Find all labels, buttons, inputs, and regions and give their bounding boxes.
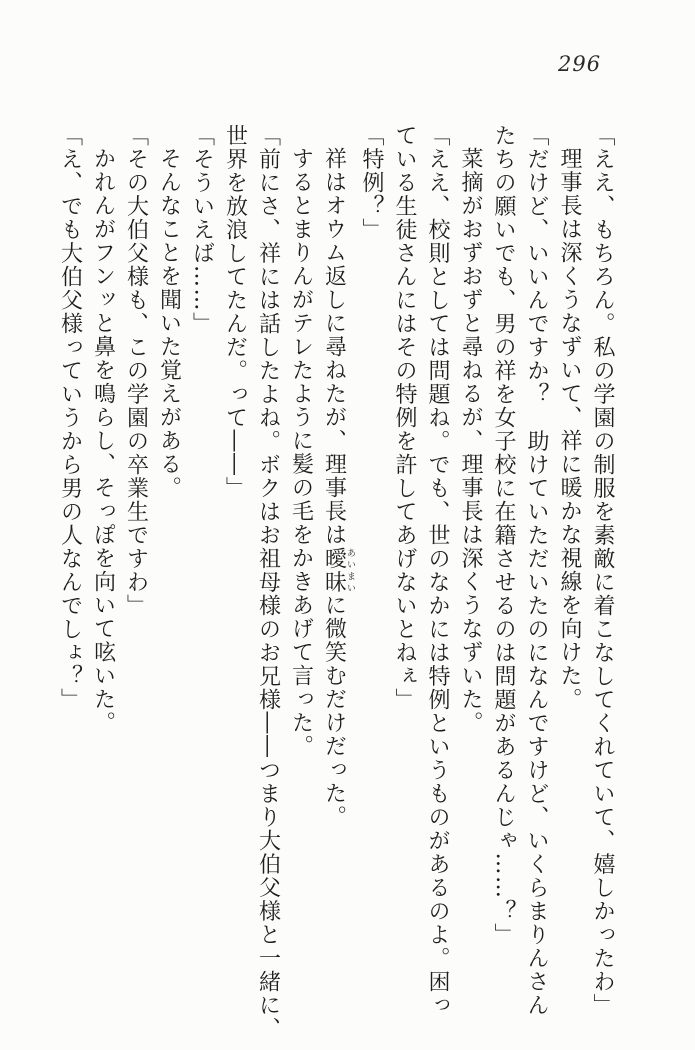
text-column: 「ええ、もちろん。私の学園の制服を素敵に着こなしてくれていて、嬉しかったわ」	[590, 124, 615, 1017]
text-column: ている生徒さんにはその特例を許してあげないとねぇ」	[392, 124, 417, 712]
text-column: 「前にさ、祥には話したよね。ボクはお祖母様のお兄様――つまり大伯父様と一緒に、	[255, 124, 281, 1041]
text-column-with-furigana	[318, 124, 356, 1040]
text-segment: に微笑むだけだった。	[321, 593, 347, 829]
page-number: 296	[558, 52, 602, 76]
furigana-reading: あいまい	[345, 546, 355, 594]
text-column: 世界を放浪してたんだ。って――」	[222, 124, 248, 500]
furigana-annotation	[321, 546, 355, 594]
furigana-base: 曖昧	[321, 546, 347, 594]
text-column: 「だけど、いいんですか？ 助けていただいたのになんですけど、いくらまりんさん	[524, 124, 549, 1017]
text-segment: 祥はオウム返しに尋ねたが、理事長は	[321, 147, 347, 547]
text-column: たちの願いでも、男の祥を女子校に在籍させるのは問題があるんじゃ……？」	[491, 124, 516, 947]
vertical-text-block	[54, 124, 620, 1040]
text-column: 「そういえば……」	[189, 124, 215, 336]
text-column: 「その大伯父様も、この学園の卒業生ですわ」	[123, 124, 149, 618]
text-column: そんなことを聞いた覚えがある。	[156, 147, 182, 500]
text-column: 「ええ、校則としては問題ね。でも、世のなかには特例というものがあるのよ。困っ	[425, 124, 450, 1017]
text-column: 「特例？」	[359, 124, 384, 242]
text-column: 理事長は深くうなずいて、祥に暖かな視線を向けた。	[557, 147, 582, 711]
text-column: 「え、でも大伯父様っていうから男の人なんでしょ？」	[57, 124, 83, 712]
text-column: かれんがフンッと鼻を鳴らし、そっぽを向いて呟いた。	[90, 147, 116, 735]
text-column: 菜摘がおずおずと尋ねるが、理事長は深くうなずいた。	[458, 147, 483, 735]
text-column: するとまりんがテレたように髪の毛をかきあげて言った。	[288, 147, 314, 758]
